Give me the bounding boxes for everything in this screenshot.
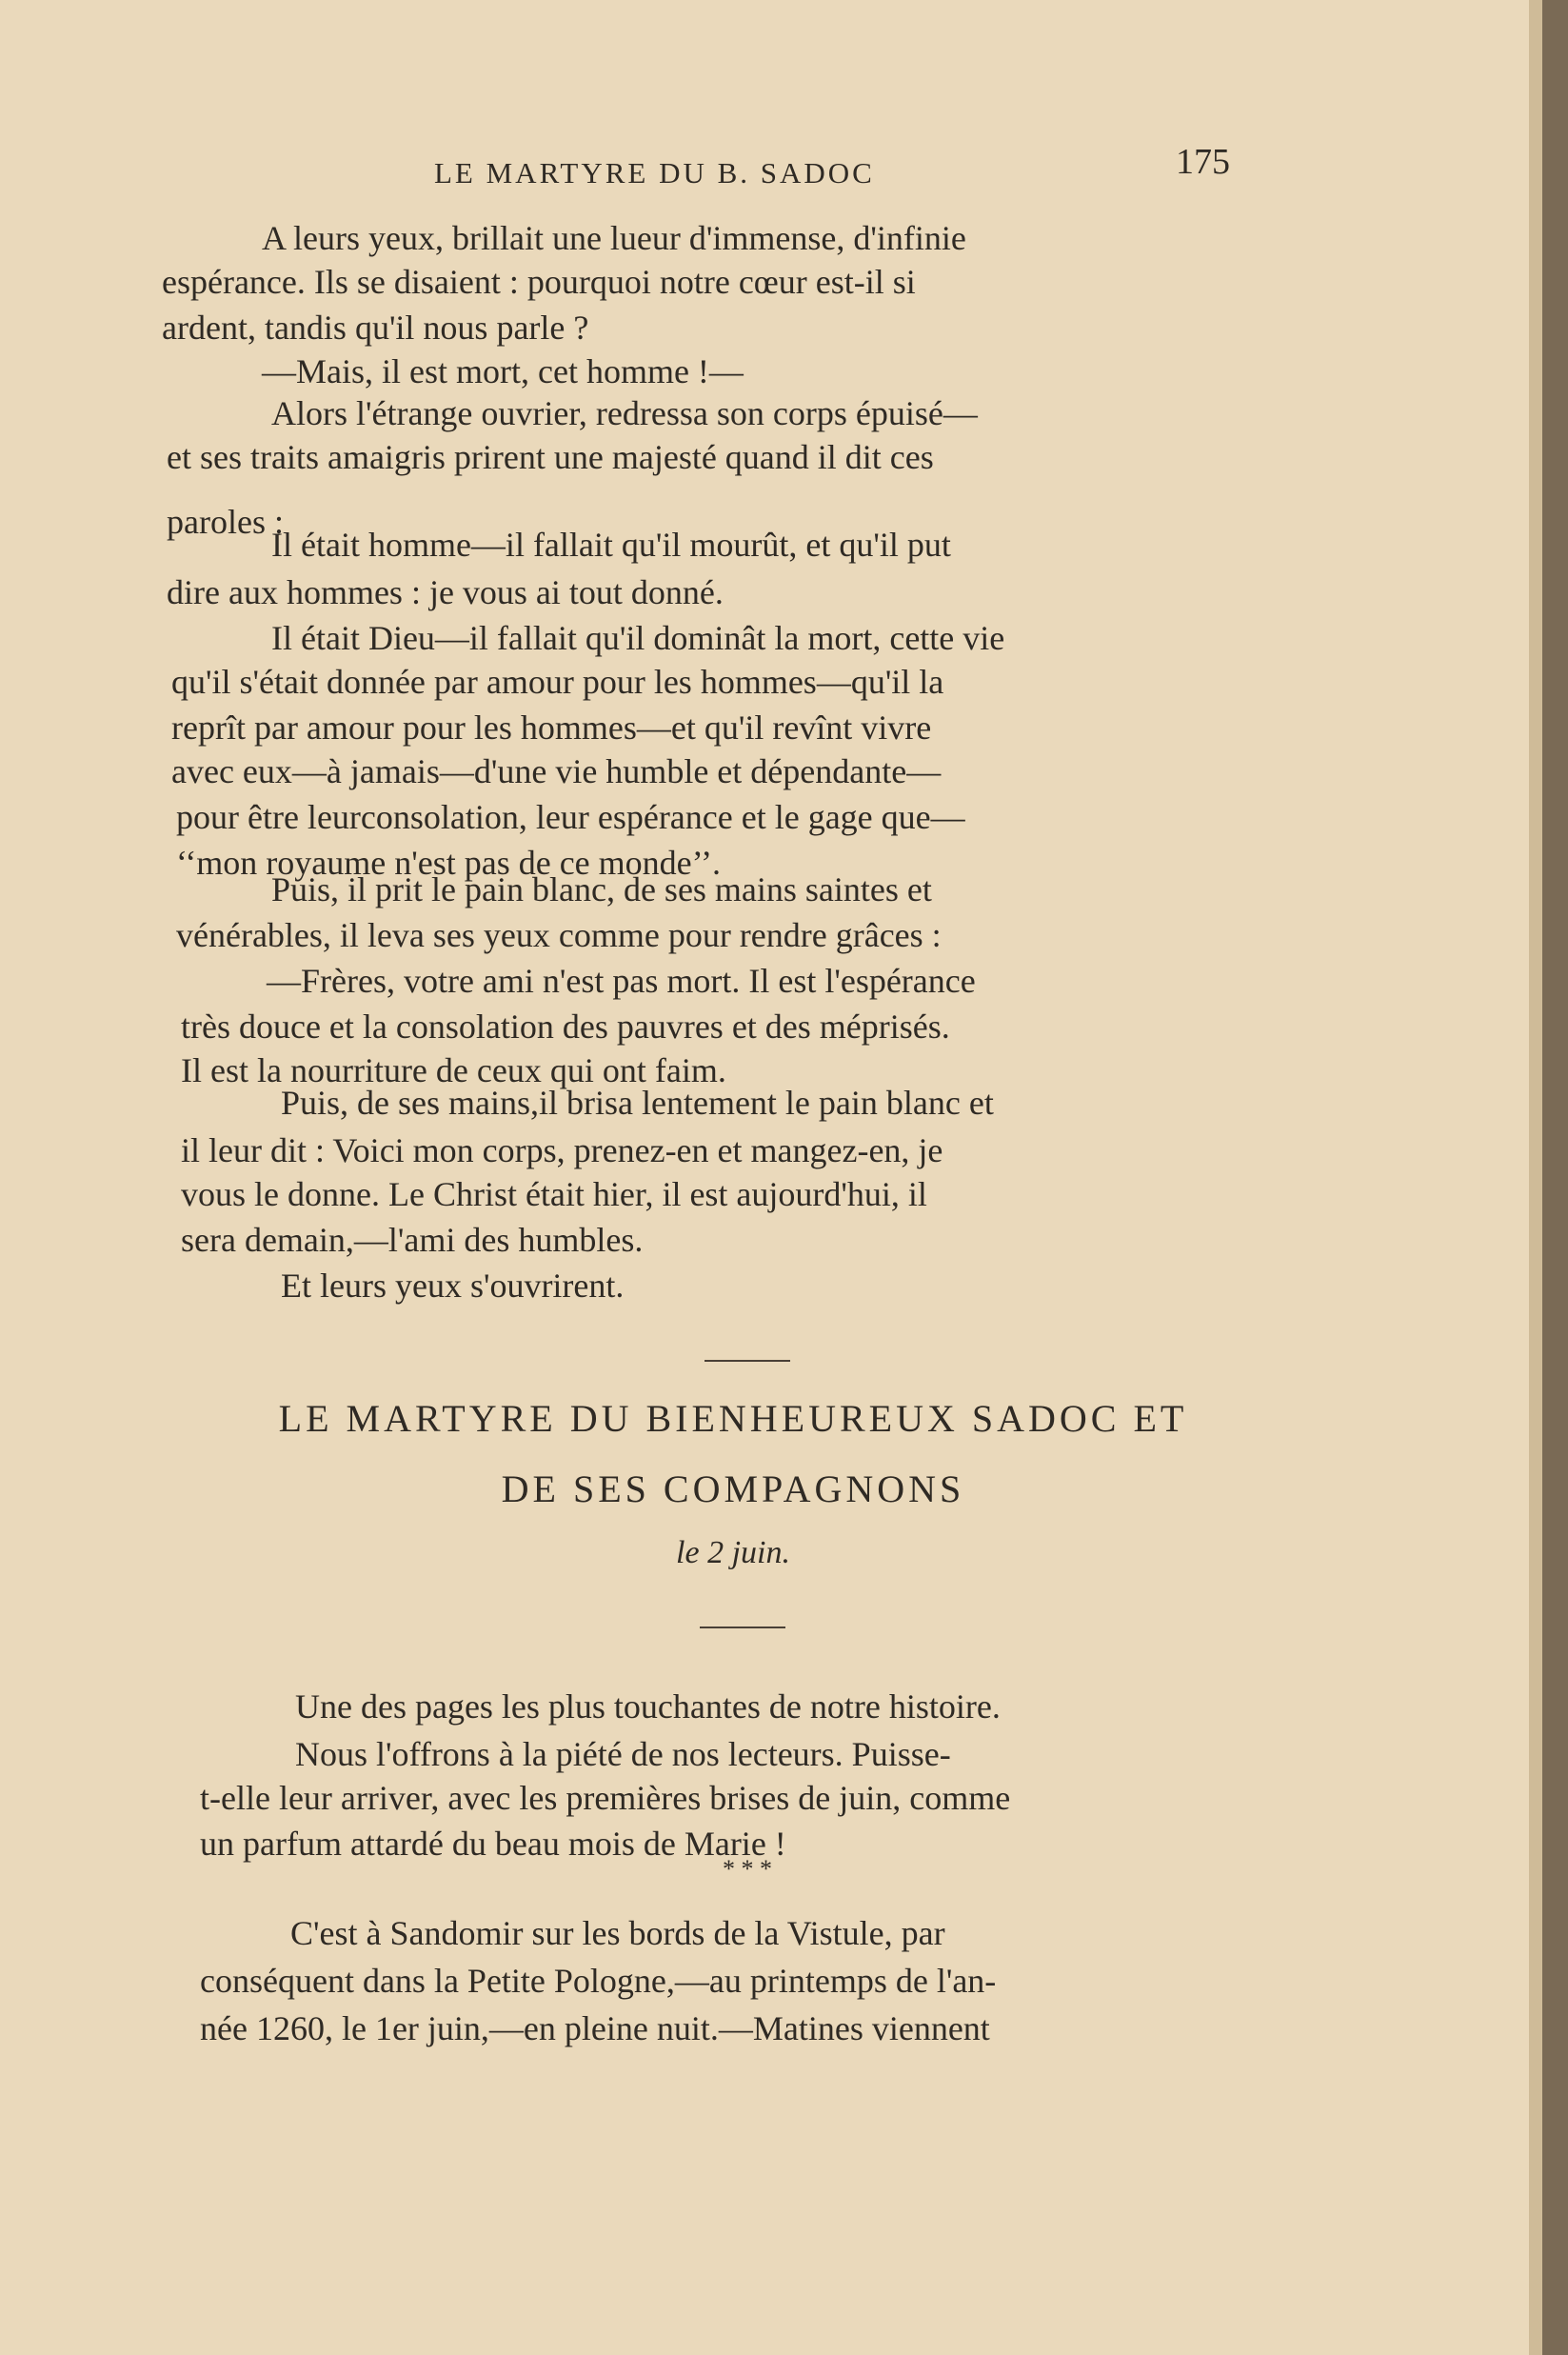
- running-head: [190, 141, 1276, 198]
- text-line: il leur dit : Voici mon corps, prenez-en et mangez-en, je: [181, 1131, 943, 1169]
- text-line: t-elle leur arriver, avec les premières brises de juin, comme: [200, 1779, 1011, 1817]
- text-line: Puis, il prit le pain blanc, de ses mains saintes et: [271, 870, 932, 908]
- text-line: Alors l'étrange ouvrier, redressa son corps épuisé—: [271, 394, 978, 432]
- page-number: 175: [1176, 142, 1230, 182]
- text-line: C'est à Sandomir sur les bords de la Vistule, par: [290, 1914, 945, 1952]
- book-binding: [1542, 0, 1568, 2355]
- text-line: —Mais, il est mort, cet homme !—: [262, 352, 744, 390]
- text-line: Il est la nourriture de ceux qui ont faim.: [181, 1051, 726, 1089]
- text-line: un parfum attardé du beau mois de Marie !: [200, 1825, 786, 1863]
- text-line: A leurs yeux, brillait une lueur d'immense, d'infinie: [262, 219, 966, 257]
- text-line: dire aux hommes : je vous ai tout donné.: [167, 573, 724, 611]
- text-line: et ses traits amaigris prirent une majesté quand il dit ces: [167, 438, 934, 476]
- asterism: * * *: [723, 1855, 772, 1883]
- text-line: ‘‘mon royaume n'est pas de ce monde’’.: [176, 844, 721, 882]
- text-line: Il était homme—il fallait qu'il mourût, et qu'il put: [271, 526, 951, 564]
- text-line: avec eux—à jamais—d'une vie humble et dépendante—: [171, 752, 942, 790]
- text-line: vénérables, il leva ses yeux comme pour rendre grâces :: [176, 916, 942, 954]
- text-line: qu'il s'était donnée par amour pour les hommes—qu'il la: [171, 663, 944, 701]
- text-line: née 1260, le 1er juin,—en pleine nuit.—Matines viennent: [200, 2009, 990, 2047]
- text-line: —Frères, votre ami n'est pas mort. Il est l'espérance: [267, 962, 976, 1000]
- section-title-line-2: DE SES COMPAGNONS: [501, 1467, 965, 1510]
- section-divider: [705, 1360, 790, 1362]
- section-date: le 2 juin.: [676, 1535, 790, 1570]
- page-edge-shadow: [1529, 0, 1542, 2355]
- text-line: Une des pages les plus touchantes de notre histoire.: [295, 1687, 1001, 1726]
- text-line: conséquent dans la Petite Pologne,—au printemps de l'an-: [200, 1962, 997, 2000]
- text-line: ardent, tandis qu'il nous parle ?: [162, 309, 589, 347]
- text-line: Puis, de ses mains,il brisa lentement le pain blanc et: [281, 1084, 994, 1122]
- text-line: vous le donne. Le Christ était hier, il est aujourd'hui, il: [181, 1175, 927, 1213]
- text-line: très douce et la consolation des pauvres et des méprisés.: [181, 1008, 950, 1046]
- running-title: LE MARTYRE DU B. SADOC: [434, 156, 875, 190]
- text-line: pour être leurconsolation, leur espérance et le gage que—: [176, 798, 965, 836]
- text-line: reprît par amour pour les hommes—et qu'il revînt vivre: [171, 708, 932, 747]
- text-line: espérance. Ils se disaient : pourquoi notre cœur est-il si: [162, 263, 916, 301]
- text-line: Nous l'offrons à la piété de nos lecteurs. Puisse-: [295, 1735, 951, 1773]
- section-divider: [700, 1627, 785, 1628]
- text-line: sera demain,—l'ami des humbles.: [181, 1221, 644, 1259]
- text-line: paroles :: [167, 503, 284, 541]
- section-title-line-1: LE MARTYRE DU BIENHEUREUX SADOC ET: [278, 1397, 1188, 1440]
- text-line: Il était Dieu—il fallait qu'il dominât la mort, cette vie: [271, 619, 1005, 657]
- text-line: Et leurs yeux s'ouvrirent.: [281, 1267, 625, 1305]
